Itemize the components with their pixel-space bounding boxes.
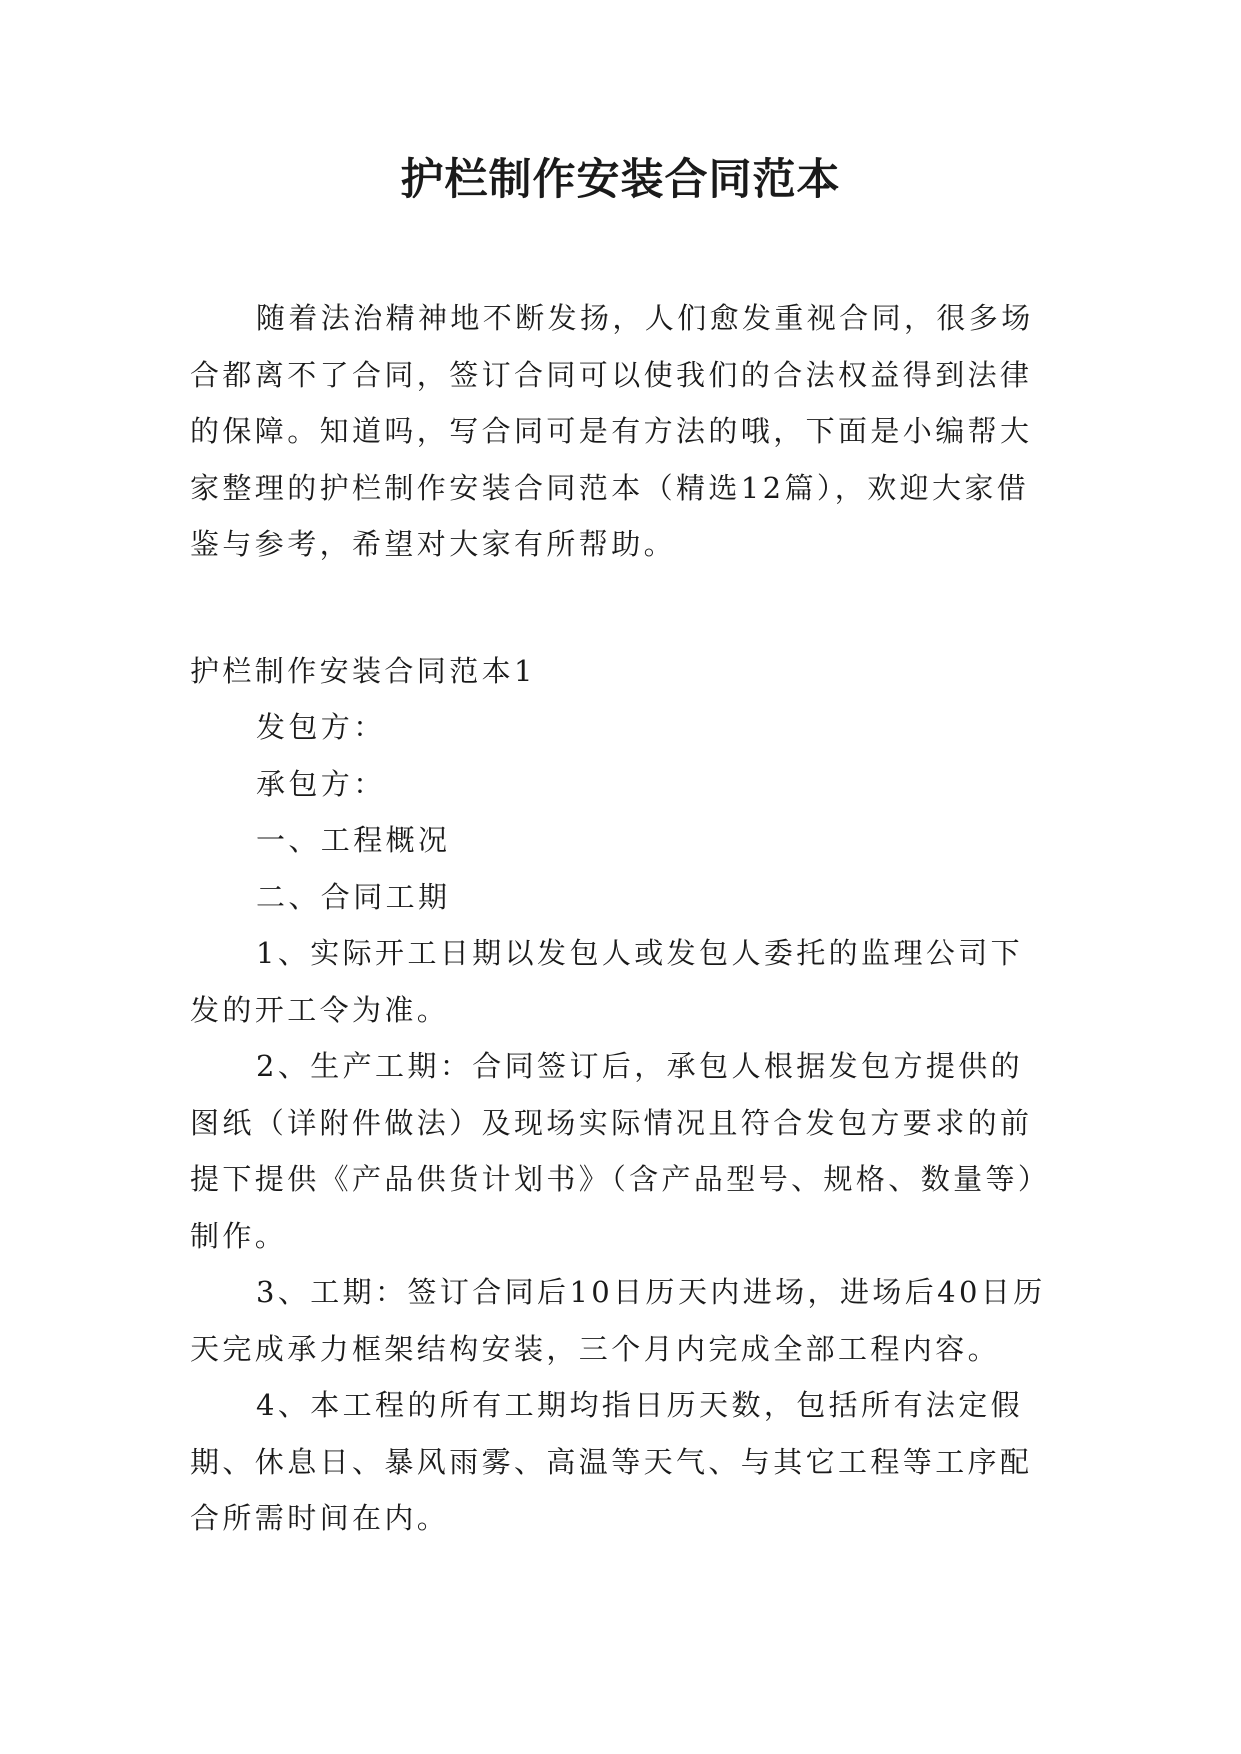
- section-heading-project-overview: 一、工程概况: [256, 823, 451, 857]
- contract-party-issuer: 发包方：: [256, 710, 386, 744]
- clause-1: 1、实际开工日期以发包人或发包人委托的监理公司下发的开工令为准。: [190, 936, 1024, 1027]
- section-title: 护栏制作安装合同范本1: [190, 653, 536, 688]
- document-body: [190, 290, 1052, 1547]
- clause-4: 4、本工程的所有工期均指日历天数，包括所有法定假期、休息日、暴风雨雾、高温等天气、与其它工程等工序配合所需时间在内。: [190, 1388, 1033, 1535]
- section-heading-contract-period: 二、合同工期: [256, 879, 451, 914]
- intro-paragraph: 随着法治精神地不断发扬，人们愈发重视合同，很多场合都离不了合同，签订合同可以使我们的合法权益得到法律的保障。知道吗，写合同可是有方法的哦，下面是小编帮大家整理的护栏制作安装合同范本（精选12篇），欢迎大家借鉴与参考，希望对大家有所帮助。: [190, 301, 1034, 561]
- clause-2: 2、生产工期：合同签订后，承包人根据发包方提供的图纸（详附件做法）及现场实际情况且符合发包方要求的前提下提供《产品供货计划书》（含产品型号、规格、数量等）制作。: [190, 1049, 1051, 1253]
- clause-3: 3、工期：签订合同后10日历天内进场，进场后40日历天完成承力框架结构安装，三个月内完成全部工程内容。: [190, 1275, 1046, 1366]
- document-title: 护栏制作安装合同范本: [400, 155, 841, 205]
- contract-party-contractor: 承包方：: [256, 766, 386, 801]
